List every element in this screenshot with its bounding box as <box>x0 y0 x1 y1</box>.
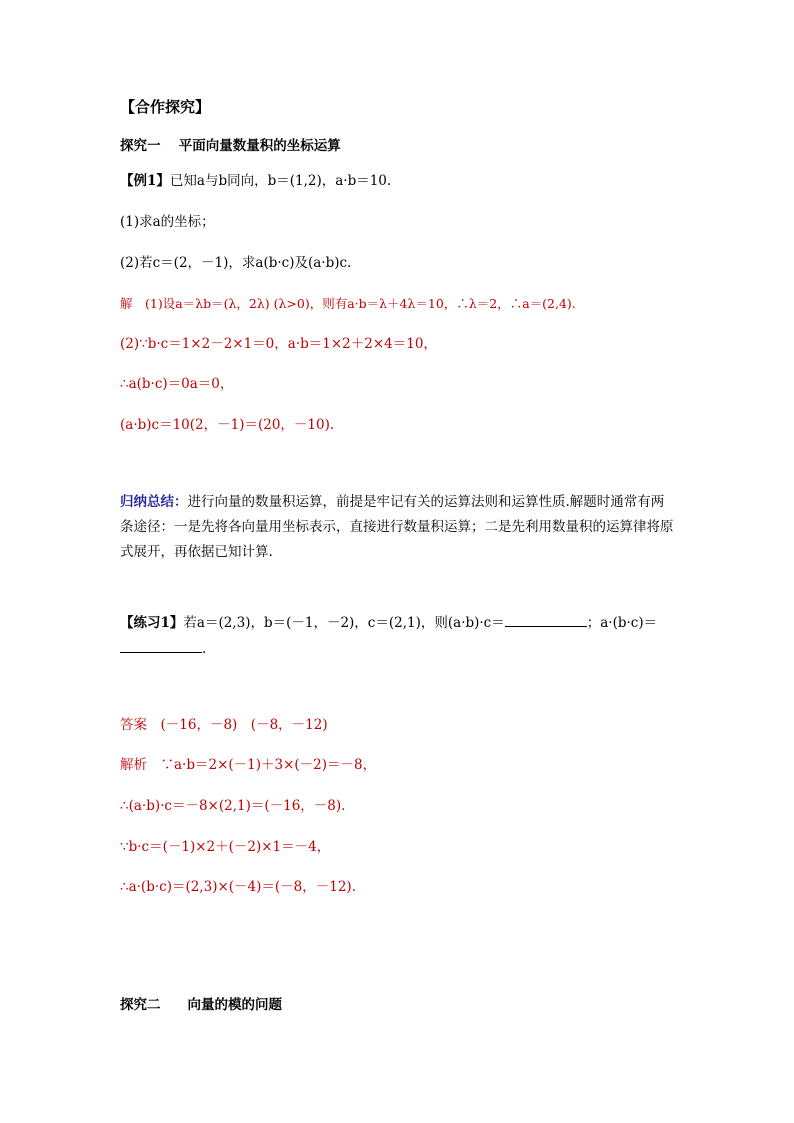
summary-text: 进行向量的数量积运算，前提是牢记有关的运算法则和运算性质.解题时通常有两条途径：一是先将各向量用坐标表示，直接进行数量积运算；二是先利用数量积的运算律将原式展开，再依据已知计算. <box>120 494 674 560</box>
analysis-line-1 <box>120 756 376 774</box>
analysis-label: 解析 <box>120 757 147 773</box>
solution-line-2: (2)∵b·c＝1×2－2×1＝0，a·b＝1×2＋2×4＝10， <box>120 336 437 352</box>
example1-stem <box>120 172 391 190</box>
example1-tag: 【例1】 <box>120 173 170 189</box>
answer-text: (－16，－8) (－8，－12) <box>160 717 328 733</box>
practice1-mid: ；a·(b·c)＝ <box>586 615 658 631</box>
analysis-line-4: ∴a·(b·c)＝(2,3)×(－4)＝(－8，－12). <box>120 879 356 895</box>
topic1-label: 探究一 <box>120 138 161 154</box>
topic1-title: 平面向量数量积的坐标运算 <box>178 138 341 154</box>
topic2-heading <box>120 996 282 1014</box>
solution-line-4: (a·b)c＝10(2，－1)＝(20，－10). <box>120 417 335 433</box>
analysis-line-2: ∴(a·b)·c＝－8×(2,1)＝(－16，－8). <box>120 798 346 814</box>
section-title: 【合作探究】 <box>120 98 211 116</box>
analysis-line-3: ∵b·c＝(－1)×2＋(－2)×1＝－4， <box>120 839 331 855</box>
answer-blank-2[interactable] <box>120 640 202 653</box>
answer-label: 答案 <box>120 717 147 733</box>
summary-label: 归纳总结： <box>120 494 188 510</box>
example1-q2: (2)若c＝(2，－1)，求a(b·c)及(a·b)c. <box>120 255 352 271</box>
topic2-label: 探究二 <box>120 997 161 1013</box>
topic1-heading <box>120 137 341 155</box>
answer-line <box>120 716 328 734</box>
practice1-text: 若a＝(2,3)，b＝(－1，－2)，c＝(2,1)，则(a·b)·c＝ <box>183 615 505 631</box>
example1-q1: (1)求a的坐标； <box>120 214 215 230</box>
practice1-tag: 【练习1】 <box>120 615 184 631</box>
example1-text: 已知a与b同向，b＝(1,2)，a·b＝10. <box>169 173 392 189</box>
summary-paragraph <box>120 490 676 565</box>
practice1-stem <box>120 614 657 632</box>
practice1-continuation <box>120 640 206 658</box>
topic2-title: 向量的模的问题 <box>187 997 282 1013</box>
solution-line-1: 解 (1)设a＝λb＝(λ，2λ) (λ>0)，则有a·b＝λ＋4λ＝10，∴λ＝2，∴a＝(2,4). <box>120 296 576 311</box>
practice1-end: . <box>202 641 207 657</box>
analysis-text-1: ∵a·b＝2×(－1)＋3×(－2)＝－8， <box>160 757 377 773</box>
solution-line-3: ∴a(b·c)＝0a＝0， <box>120 376 234 392</box>
answer-blank-1[interactable] <box>505 614 587 627</box>
